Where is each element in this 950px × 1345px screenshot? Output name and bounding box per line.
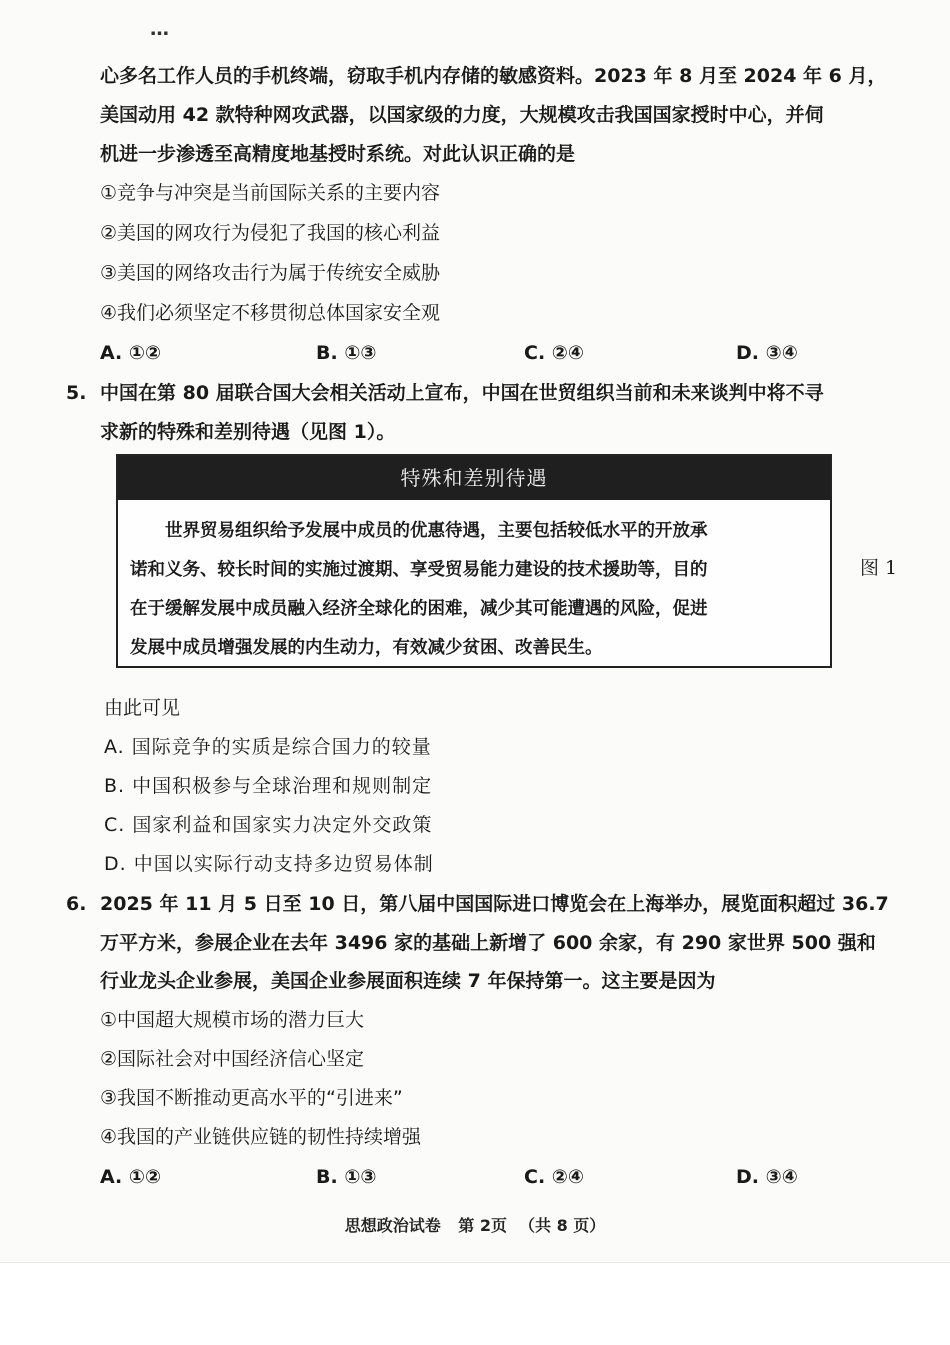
definition-box [116,454,832,668]
q6-options [100,1163,840,1191]
figure-label: 图 1 [860,557,898,579]
definition-line-4: 发展中成员增强发展的内生动力，有效减少贫困、改善民生。 [130,638,603,658]
q6-text-line-2: 万平方米，参展企业在去年 3496 家的基础上新增了 600 余家，有 290 家世界 500 强和 [100,932,876,954]
q4-options [100,339,840,367]
q4-statement-1: ①竞争与冲突是当前国际关系的主要内容 [100,182,441,204]
q4-text-line-2: 美国动用 42 款特种网攻武器，以国家级的力度，大规模攻击我国国家授时中心，并伺 [100,104,824,126]
definition-line-3: 在于缓解发展中成员融入经济全球化的困难，减少其可能遭遇的风险，促进 [130,599,708,619]
q4-option-c[interactable]: C. ②④ [524,342,584,364]
q6-option-d[interactable]: D. ③④ [736,1166,798,1188]
q4-text-line-3: 机进一步渗透至高精度地基授时系统。对此认识正确的是 [100,143,576,165]
page-footer [0,1214,950,1238]
q5-text-line-1: 中国在第 80 届联合国大会相关活动上宣布，中国在世贸组织当前和未来谈判中将不寻 [100,382,824,404]
definition-line-1: 世界贸易组织给予发展中成员的优惠待遇，主要包括较低水平的开放承 [130,521,708,541]
q5-prompt: 由此可见 [104,697,181,719]
q6-text-line-1: 2025 年 11 月 5 日至 10 日，第八届中国国际进口博览会在上海举办，展览面积超过 36.7 [100,893,889,915]
q4-text-line-1: 心多名工作人员的手机终端，窃取手机内存储的敏感资料。2023 年 8 月至 2024 年 6 月， [100,65,887,87]
q6-option-b[interactable]: B. ①③ [316,1166,377,1188]
q5-choice-a[interactable]: A. 国际竞争的实质是综合国力的较量 [104,736,432,758]
q6-statement-1: ①中国超大规模市场的潜力巨大 [100,1009,365,1031]
definition-line-2: 诺和义务、较长时间的实施过渡期、享受贸易能力建设的技术援助等，目的 [130,560,708,580]
q4-option-d[interactable]: D. ③④ [736,342,798,364]
q6-option-a[interactable]: A. ①② [100,1166,162,1188]
q5-text-line-2: 求新的特殊和差别待遇（见图 1）。 [100,421,396,443]
q5-number: 5. [66,382,87,404]
definition-box-title: 特殊和差别待遇 [118,456,830,500]
q4-option-a[interactable]: A. ①② [100,342,162,364]
q6-statement-4: ④我国的产业链供应链的韧性持续增强 [100,1126,422,1148]
footer-page: 第 2页 [458,1216,508,1235]
q5-choice-d[interactable]: D. 中国以实际行动支持多边贸易体制 [104,853,434,875]
page-margin-bottom [0,1262,950,1345]
footer-total: （共 8 页） [519,1216,606,1235]
q6-statement-2: ②国际社会对中国经济信心坚定 [100,1048,365,1070]
q4-statement-3: ③美国的网络攻击行为属于传统安全威胁 [100,262,441,284]
q6-text-line-3: 行业龙头企业参展，美国企业参展面积连续 7 年保持第一。这主要是因为 [100,970,716,992]
q5-choice-b[interactable]: B. 中国积极参与全球治理和规则制定 [104,775,433,797]
q6-number: 6. [66,893,87,915]
q4-statement-2: ②美国的网攻行为侵犯了我国的核心利益 [100,222,441,244]
q4-statement-4: ④我们必须坚定不移贯彻总体国家安全观 [100,302,441,324]
definition-box-body [118,500,830,668]
q4-option-b[interactable]: B. ①③ [316,342,377,364]
footer-subject: 思想政治试卷 [344,1216,441,1235]
cut-off-line: … [150,18,169,40]
q5-choice-c[interactable]: C. 国家利益和国家实力决定外交政策 [104,814,433,836]
q6-statement-3: ③我国不断推动更高水平的“引进来” [100,1087,403,1109]
q6-option-c[interactable]: C. ②④ [524,1166,584,1188]
